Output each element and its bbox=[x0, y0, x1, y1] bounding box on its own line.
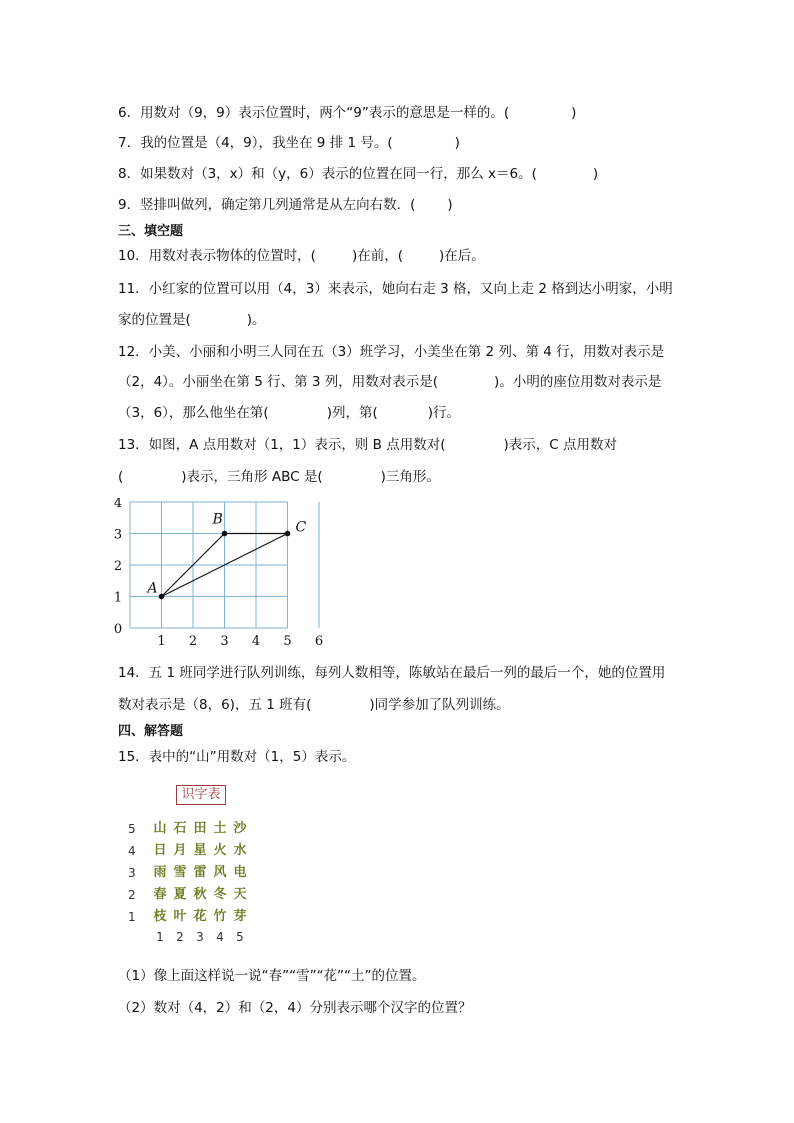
char-cell: 月 bbox=[173, 843, 187, 858]
char-cell: 星 bbox=[193, 843, 207, 858]
question-12-line-1: 12．小美、小丽和小明三人同在五（3）班学习，小美坐在第 2 列、第 4 行，用数对表示是 bbox=[118, 344, 665, 360]
y-tick-label: 4 bbox=[113, 498, 123, 511]
char-cell: 雨 bbox=[153, 865, 167, 880]
char-cell: 日 bbox=[153, 843, 167, 858]
question-11-line-1: 11．小红家的位置可以用（4，3）来表示，她向右走 3 格，又向上走 2 格到达小明家，小明 bbox=[118, 281, 673, 297]
char-cell: 冬 bbox=[213, 887, 227, 902]
char-cell: 秋 bbox=[193, 887, 207, 902]
x-tick-label: 4 bbox=[251, 634, 261, 648]
char-cell: 沙 bbox=[233, 821, 247, 836]
char-cell: 花 bbox=[193, 909, 207, 924]
point-label: B bbox=[212, 511, 223, 528]
question-14-line-2: 数对表示是（8，6)，五 1 班有( )同学参加了队列训练。 bbox=[118, 697, 510, 713]
question-7-text: 7．我的位置是（4，9），我坐在 9 排 1 号。( bbox=[118, 135, 393, 151]
point-label: A bbox=[147, 580, 158, 597]
question-8-text: 8．如果数对（3，x）和（y，6）表示的位置在同一行，那么 x＝6。( bbox=[118, 166, 537, 182]
question-6-text: 6．用数对（9，9）表示位置时，两个“9”表示的意思是一样的。( bbox=[118, 105, 510, 121]
row-number: 4 bbox=[128, 844, 136, 858]
section-4-heading: 四、解答题 bbox=[118, 724, 184, 739]
column-number: 3 bbox=[196, 930, 204, 944]
row-number: 3 bbox=[128, 866, 136, 880]
char-cell: 风 bbox=[213, 865, 227, 880]
char-cell: 枝 bbox=[153, 909, 167, 924]
section-3-heading: 三、填空题 bbox=[118, 224, 184, 239]
point-c bbox=[285, 531, 291, 537]
char-cell: 田 bbox=[193, 821, 207, 836]
y-tick-label: 3 bbox=[113, 527, 123, 543]
char-cell: 叶 bbox=[173, 909, 187, 924]
x-tick-label: 2 bbox=[188, 634, 198, 648]
column-number: 1 bbox=[156, 930, 164, 944]
question-12-line-2: （2，4）。小丽坐在第 5 行、第 3 列，用数对表示是( )。小明的座位用数对表示是 bbox=[118, 374, 662, 390]
char-cell: 火 bbox=[213, 843, 227, 858]
point-label: C bbox=[295, 519, 307, 536]
column-number: 4 bbox=[216, 930, 224, 944]
coordinate-grid bbox=[110, 498, 340, 648]
char-cell: 土 bbox=[213, 821, 227, 836]
question-6: 6．用数对（9，9）表示位置时，两个“9”表示的意思是一样的。( ) bbox=[118, 105, 577, 121]
char-cell: 芽 bbox=[233, 909, 247, 924]
char-cell: 雪 bbox=[173, 865, 187, 880]
point-a bbox=[159, 594, 165, 600]
y-tick-label: 1 bbox=[113, 590, 123, 606]
x-tick-label: 6 bbox=[314, 634, 324, 648]
question-8: 8．如果数对（3，x）和（y，6）表示的位置在同一行，那么 x＝6。( ) bbox=[118, 166, 599, 182]
question-9-text: 9．竖排叫做列，确定第几列通常是从左向右数．( bbox=[118, 197, 416, 213]
char-cell: 山 bbox=[153, 821, 167, 836]
row-number: 1 bbox=[128, 910, 136, 924]
question-10: 10．用数对表示物体的位置时，( )在前，( )在后。 bbox=[118, 248, 485, 264]
question-12-line-3: （3，6），那么他坐在第( )列，第( )行。 bbox=[118, 405, 461, 421]
question-15: 15．表中的“山”用数对（1，5）表示。 bbox=[118, 749, 356, 765]
y-tick-label: 0 bbox=[113, 622, 123, 637]
char-cell: 天 bbox=[233, 887, 247, 902]
char-cell: 夏 bbox=[173, 887, 187, 902]
column-number: 2 bbox=[176, 930, 184, 944]
question-13-line-2: ( )表示，三角形 ABC 是( )三角形。 bbox=[118, 469, 440, 485]
question-15-sub-2: （2）数对（4，2）和（2，4）分别表示哪个汉字的位置？ bbox=[118, 1000, 472, 1016]
row-number: 5 bbox=[128, 822, 136, 836]
question-7: 7．我的位置是（4，9），我坐在 9 排 1 号。( ) bbox=[118, 135, 460, 151]
x-tick-label: 1 bbox=[157, 634, 166, 648]
char-cell: 水 bbox=[233, 843, 247, 858]
char-table-title: 识字表 bbox=[176, 785, 226, 805]
y-tick-label: 2 bbox=[113, 559, 123, 574]
char-cell: 石 bbox=[173, 821, 187, 836]
char-cell: 电 bbox=[233, 865, 247, 880]
point-b bbox=[222, 531, 228, 537]
question-11-line-2: 家的位置是( )。 bbox=[118, 312, 266, 328]
question-15-sub-1: （1）像上面这样说一说“春”“雪”“花”“土”的位置。 bbox=[118, 968, 426, 984]
question-14-line-1: 14．五 1 班同学进行队列训练，每列人数相等，陈敏站在最后一列的最后一个，她的位置用 bbox=[118, 665, 666, 681]
char-cell: 雷 bbox=[193, 865, 207, 880]
question-13-line-1: 13．如图，A 点用数对（1，1）表示，则 B 点用数对( )表示，C 点用数对 bbox=[118, 437, 617, 453]
question-9: 9．竖排叫做列，确定第几列通常是从左向右数．( ) bbox=[118, 197, 453, 213]
char-cell: 春 bbox=[153, 887, 167, 902]
char-cell: 竹 bbox=[213, 909, 227, 924]
x-tick-label: 3 bbox=[220, 634, 229, 648]
x-tick-label: 5 bbox=[283, 634, 292, 648]
column-number: 5 bbox=[236, 930, 244, 944]
row-number: 2 bbox=[128, 888, 136, 902]
